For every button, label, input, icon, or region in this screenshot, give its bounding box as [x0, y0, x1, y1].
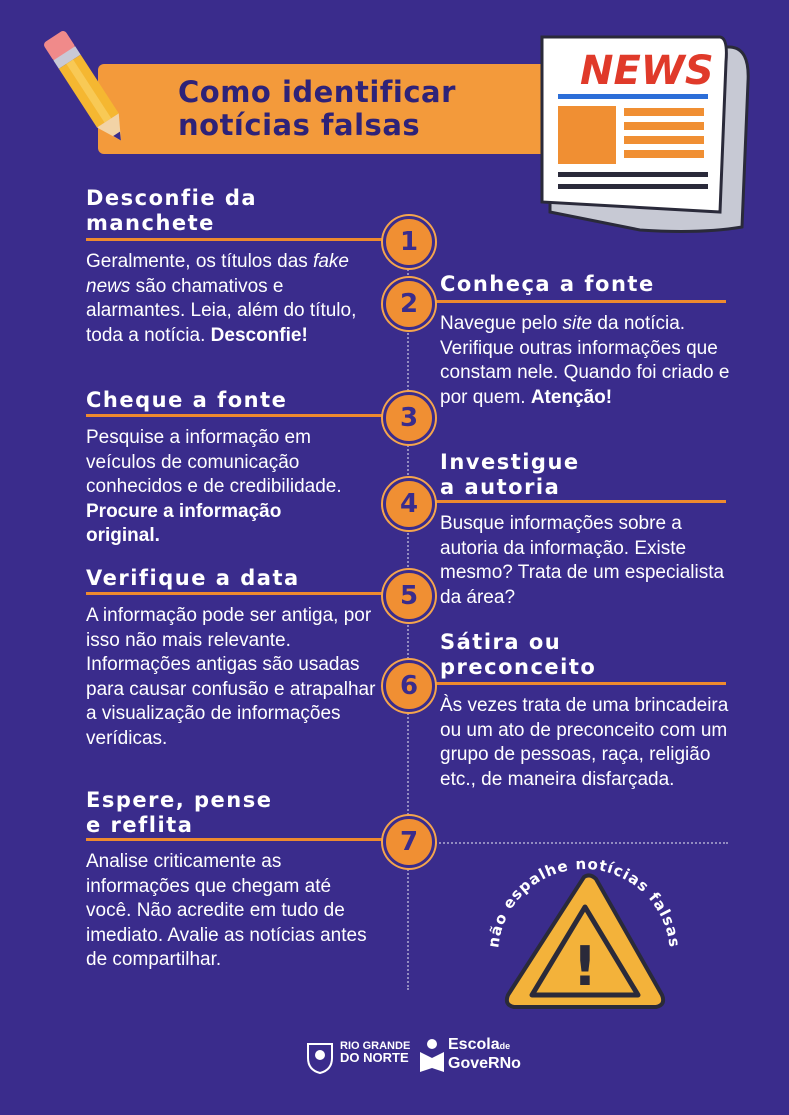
step-4-body: Busque informações sobre a autoria da informação. Existe mesmo? Trata de um especialista da área? [440, 513, 725, 608]
step-4-number: 4 [383, 478, 435, 530]
logo2-line1: Escola [448, 1036, 500, 1053]
step-5-rule [86, 592, 386, 595]
step-1-rule [86, 238, 386, 241]
step-5-number: 5 [383, 570, 435, 622]
warning-sign [470, 845, 700, 1025]
step-7-title: Espere, pense e reflita [86, 788, 273, 837]
step-7-number: 7 [383, 816, 435, 868]
logo1-line2: DO NORTE [340, 1050, 409, 1065]
step-3-title: Cheque a fonte [86, 388, 288, 412]
step-7-body: Analise criticamente as informações que chegam até você. Não acredite em tudo de imediato. Avalie as notícias antes de compartilhar. [86, 851, 367, 970]
logo1-line1: RIO GRANDE [340, 1040, 411, 1052]
step-2-body: Navegue pelo site da notícia. Verifique outras informações que constam nele. Quando foi criado e por quem. Atenção! [440, 313, 730, 408]
book-icon [418, 1038, 446, 1074]
rn-government-logo [304, 1038, 414, 1078]
step-1-title: Desconfie da manchete [86, 186, 258, 235]
step-6-title: Sátira ou preconceito [440, 630, 597, 679]
escola-de-governo-logo [418, 1036, 528, 1082]
step-6-number: 6 [383, 660, 435, 712]
step-1-number: 1 [383, 216, 435, 268]
step-4-title: Investigue a autoria [440, 450, 580, 499]
logo2-small: de [499, 1041, 511, 1051]
coat-of-arms-icon [304, 1038, 336, 1074]
step-5-body: A informação pode ser antiga, por isso não mais relevante. Informações antigas são usadas para causar confusão e atrapalhar a visualização de informações verídicas. [86, 605, 376, 749]
news-label: NEWS [580, 48, 714, 94]
step-6-body: Às vezes trata de uma brincadeira ou um ato de preconceito com um grupo de pessoas, raça, religião etc., de maneira disfarçada. [440, 695, 729, 790]
warning-triangle-icon [507, 875, 663, 1007]
section-divider [428, 842, 728, 844]
step-6-rule [428, 682, 726, 685]
step-2-title: Conheça a fonte [440, 272, 655, 296]
step-2-number: 2 [383, 278, 435, 330]
step-3-body: Pesquise a informação em veículos de comunicação conhecidos e de credibilidade. Procure a informação original. [86, 427, 342, 546]
step-2-rule [428, 300, 726, 303]
exclamation-icon: ! [572, 935, 598, 998]
logo2-line2: GoveRNo [448, 1055, 521, 1072]
step-4-rule [428, 500, 726, 503]
step-5-title: Verifique a data [86, 566, 300, 590]
step-7-rule [86, 838, 386, 841]
step-3-number: 3 [383, 392, 435, 444]
step-3-rule [86, 414, 386, 417]
step-1-body: Geralmente, os títulos das fake news são chamativos e alarmantes. Leia, além do título, toda a notícia. Desconfie! [86, 251, 357, 346]
pencil-icon [38, 18, 138, 158]
newspaper-icon [520, 22, 760, 237]
page-title: Como identificar notícias falsas [178, 75, 456, 142]
warning-curved-text: não espalhe notícias falsas [484, 854, 684, 949]
